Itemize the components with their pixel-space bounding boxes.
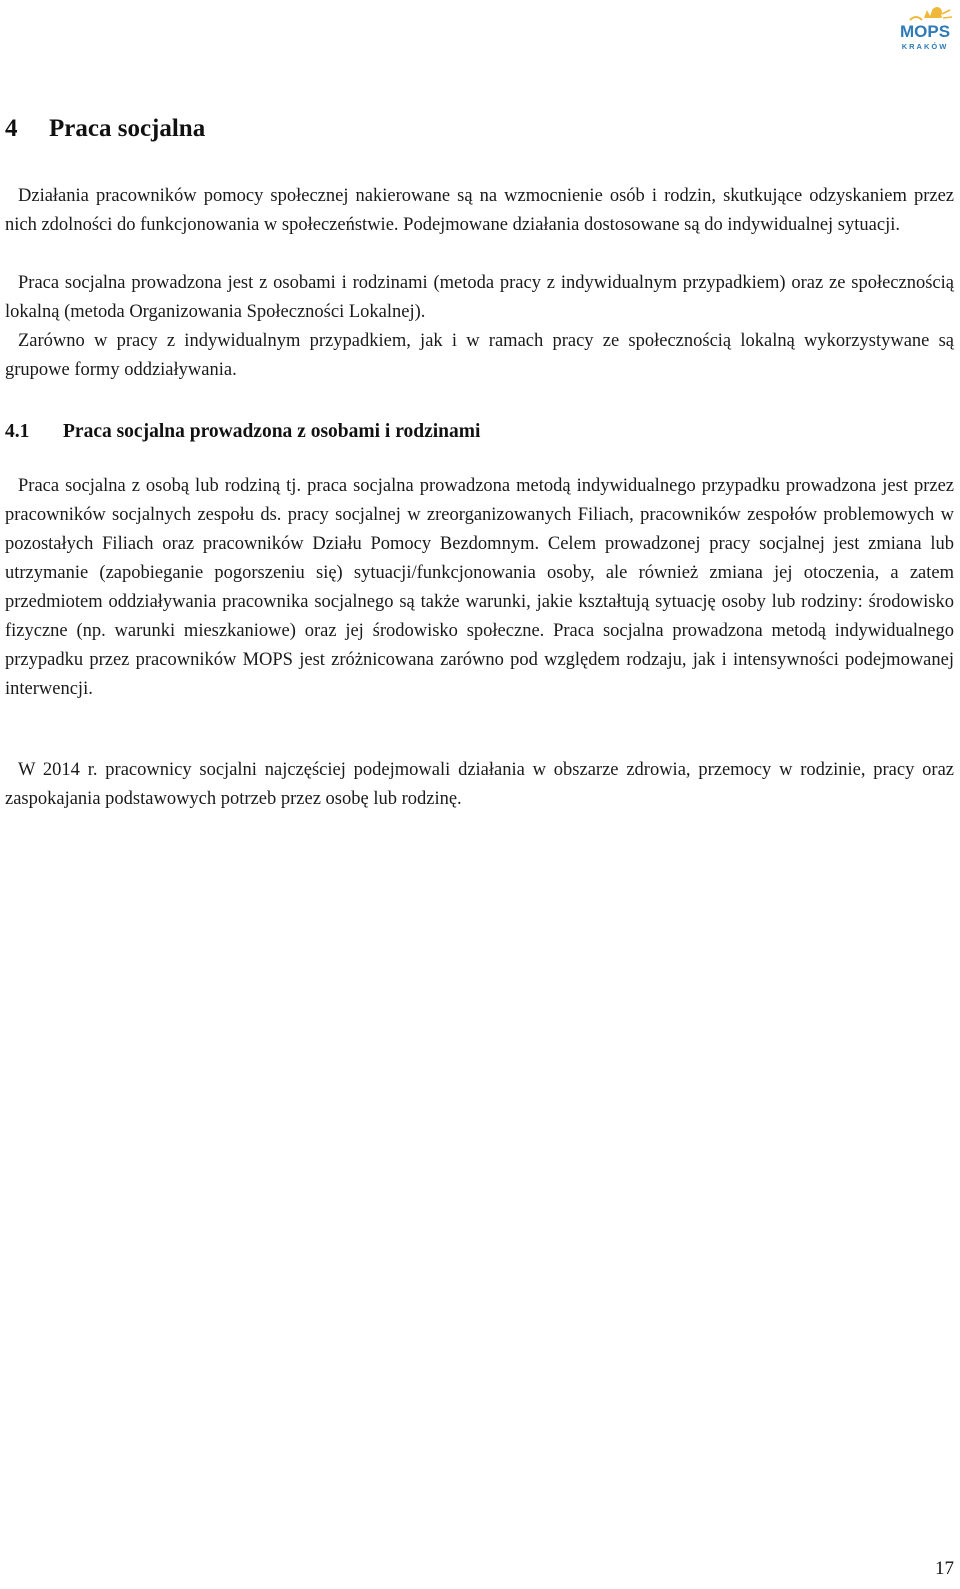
crown-icon [910, 7, 952, 20]
body-paragraph-2 [5, 756, 954, 814]
section-title: Praca socjalna [49, 115, 206, 142]
mops-logo-graphic [896, 4, 954, 54]
subsection-number: 4.1 [5, 421, 30, 442]
body-paragraph-1 [5, 472, 954, 704]
section-number: 4 [5, 115, 18, 142]
intro-paragraph-3-text: Zarówno w pracy z indywidualnym przypadkiem, jak i w ramach pracy ze społecznością lokalną wykorzystywane są grupowe formy oddziaływania. [5, 331, 954, 380]
logo-wordmark: MOPS [899, 22, 951, 41]
section-heading [5, 114, 205, 144]
intro-paragraph-1-text: Działania pracowników pomocy społecznej nakierowane są na wzmocnienie osób i rodzin, skutkujące odzyskaniem przez nich zdolności do funkcjonowania w społeczeństwie. Podejmowane działania dostosowane są do indywidualnej sytuacji. [5, 186, 954, 235]
intro-paragraph-3 [5, 327, 954, 385]
body-paragraph-1-text: Praca socjalna z osobą lub rodziną tj. praca socjalna prowadzona metodą indywidualnego przypadku prowadzona jest przez pracowników socjalnych zespołu ds. pracy socjalnej w zreorganizowanych Filiach, pracowników zespołów problemowych w pozostałych Filiach oraz pracowników Działu Pomocy Bezdomnym. Celem prowadzonej pracy socjalnej jest zmiana lub utrzymanie (zapobieganie pogorszeniu się) sytuacji/funkcjonowania osoby, ale również zmiana jej otoczenia, a zatem przedmiotem oddziaływania pracownika socjalnego są także warunki, jakie kształtują sytuację osoby lub rodziny: środowisko fizyczne (np. warunki mieszkaniowe) oraz jej środowisko społeczne. Praca socjalna prowadzona metodą indywidualnego przypadku przez pracowników MOPS jest zróżnicowana zarówno pod względem rodzaju, jak i intensywności podejmowanej interwencji. [5, 476, 954, 699]
mops-krakow-logo [896, 4, 954, 54]
subsection-heading [5, 418, 480, 446]
intro-paragraph-2-text: Praca socjalna prowadzona jest z osobami i rodzinami (metoda pracy z indywidualnym przypadkiem) oraz ze społecznością lokalną (metoda Organizowania Społeczności Lokalnej). [5, 273, 954, 322]
body-paragraph-2-text: W 2014 r. pracownicy socjalni najczęściej podejmowali działania w obszarze zdrowia, przemocy w rodzinie, pracy oraz zaspokajania podstawowych potrzeb przez osobę lub rodzinę. [5, 760, 954, 809]
page-number: 17 [935, 1558, 954, 1579]
intro-paragraph-1 [5, 182, 954, 240]
logo-subtext: KRAKÓW [901, 42, 949, 51]
subsection-title: Praca socjalna prowadzona z osobami i rodzinami [63, 421, 481, 442]
intro-paragraph-2 [5, 269, 954, 327]
